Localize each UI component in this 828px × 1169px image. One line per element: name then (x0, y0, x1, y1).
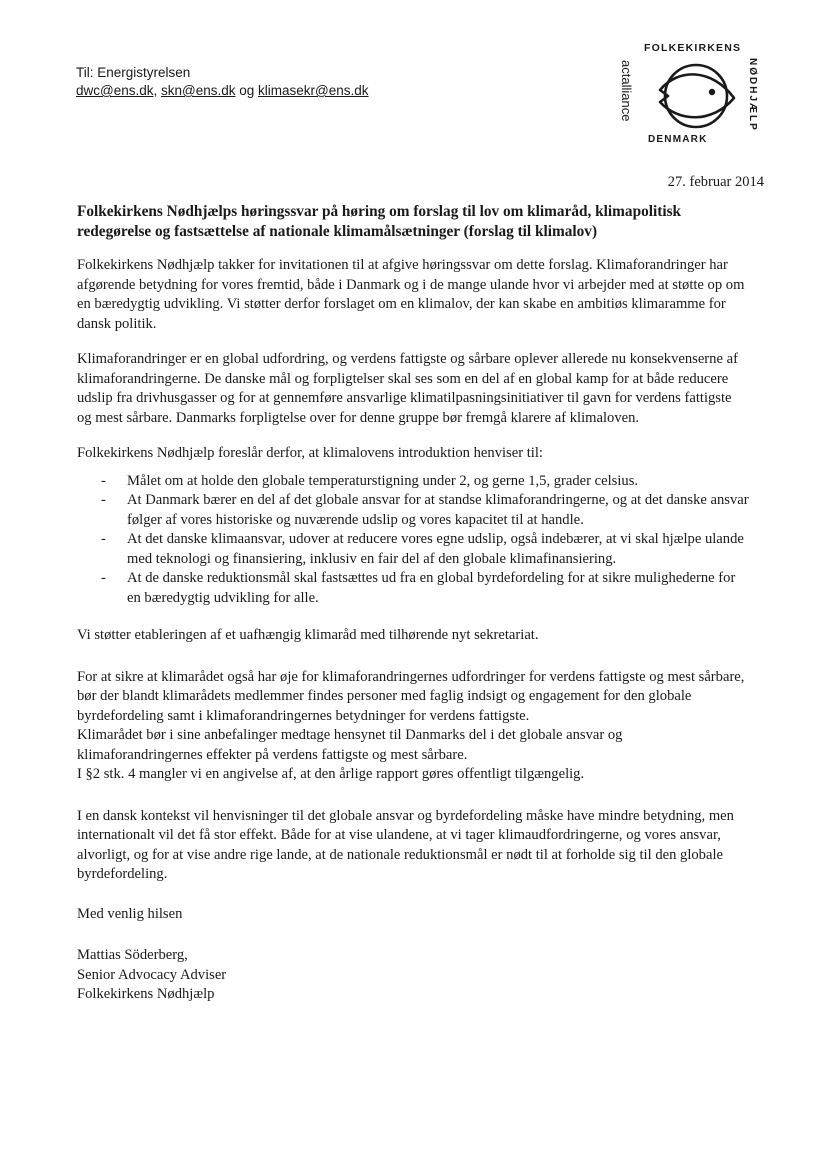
organization-logo (618, 38, 758, 150)
fish-in-circle-logo-icon (652, 60, 740, 132)
paragraph-council-members: For at sikre at klimarådet også har øje for klimaforandringernes udfordringer for verdens fattigste og mest sårbare, bør der blandt klimarådets medlemmer findes personer med faglig indsigt og engagement for den globale byrdefordeling samt i klimaforandringernes betydninger for verdens fattigste. (77, 668, 745, 724)
list-item (77, 472, 749, 492)
logo-text-top: FOLKEKIRKENS (644, 42, 742, 54)
bullet-marker: - (101, 472, 106, 489)
signature-organization: Folkekirkens Nødhjælp (77, 986, 215, 1002)
paragraph-support-council: Vi støtter etableringen af et uafhængig klimaråd med tilhørende nyt sekretariat. (77, 627, 539, 643)
logo-text-left: actalliance (619, 60, 634, 122)
recipient-block (76, 64, 369, 100)
signature-block (77, 946, 749, 1005)
list-item (77, 491, 749, 530)
bullet-marker: - (101, 570, 106, 586)
paragraph-council-section (77, 668, 749, 785)
recipient-emails (76, 82, 369, 100)
paragraph-annual-report: I §2 stk. 4 mangler vi en angivelse af, at den årlige rapport gøres offentligt tilgængelig. (77, 766, 585, 782)
email-link-klimasekr[interactable]: klimasekr@ens.dk (258, 83, 369, 98)
paragraph-intro: Folkekirkens Nødhjælp takker for invitationen til at afgive høringssvar om dette forslag. Klimaforandringer har afgørende betydning for vores fremtid, både i Danmark og i de mange ulande hvor vi arbejder med at støtte op om en bæredygtig udvikling. Vi støtter derfor forslaget om en klimalov, der kan skabe en ambitiøs klimaramme for dansk politik. (77, 257, 745, 332)
paragraph-international-effect: I en dansk kontekst vil henvisninger til det globale ansvar og byrdefordeling måske have mindre betydning, men internationalt vil det få stor effekt. Både for at vise ulandene, at vi tager klimaudfordringerne, og vores ansvar, alvorligt, og for at vise andre rige lande, at de nationale reduktionsmål er nødt til at forholde sig til den globale byrdefordeling. (77, 807, 734, 882)
paragraph-global-challenge: Klimaforandringer er en global udfordring, og verdens fattigste og sårbare oplever allerede nu konsekvenserne af klimaforandringerne. De danske mål og forpligtelser skal ses som en del af en global kamp for at både reducere udslip fra drivhusgasser og for at gennemføre ansvarlige klimatilpasningsinitiativer til gavn for verdens fattigste og mest sårbare. Danmarks forpligtelse over for denne gruppe bør fremgå klarere af klimaloven. (77, 351, 738, 426)
letter-date: 27. februar 2014 (667, 174, 764, 190)
email-separator: , (153, 83, 162, 98)
bullet-marker: - (101, 492, 106, 508)
proposal-list (77, 472, 749, 609)
closing-salutation: Med venlig hilsen (77, 905, 183, 922)
letter-title: Folkekirkens Nødhjælps høringssvar på høring om forslag til lov om klimaråd, klimapolitisk redegørelse og fastsættelse af nationale klimamålsætninger (forslag til klimalov) (77, 203, 682, 240)
list-item-text: At Danmark bærer en del af det globale ansvar for at standse klimaforandringerne, og at det danske ansvar følger af vores historiske og nuværende udslip og vores kapacitet til at handle. (127, 492, 749, 528)
list-item-text: At det danske klimaansvar, udover at reducere vores egne udslip, også indebærer, at vi skal hjælpe ulande med teknologi og finansiering, inklusiv en fair del af den globale klimafinansiering. (127, 531, 744, 567)
list-item (77, 530, 749, 569)
logo-text-right: NØDHJÆLP (747, 58, 758, 132)
email-separator: og (235, 83, 259, 98)
logo-text-bottom: DENMARK (648, 134, 708, 145)
signature-name: Mattias Söderberg, (77, 947, 188, 963)
email-link-skn[interactable]: skn@ens.dk (161, 83, 236, 98)
list-item-text: At de danske reduktionsmål skal fastsættes ud fra en global byrdefordeling for at sikre mulighederne for en bæredygtig udvikling for alle. (127, 570, 736, 606)
letter-body (77, 202, 749, 1005)
paragraph-council-recommendations: Klimarådet bør i sine anbefalinger medtage hensynet til Danmarks del i det globale ansvar og klimaforandringernes effekter på verdens fattigste og mest sårbare. (77, 727, 623, 763)
list-item-text: Målet om at holde den globale temperaturstigning under 2, og gerne 1,5, grader celsius. (127, 472, 639, 489)
signature-role: Senior Advocacy Adviser (77, 966, 227, 983)
paragraph-proposal-intro: Folkekirkens Nødhjælp foreslår derfor, at klimalovens introduktion henviser til: (77, 445, 543, 461)
email-link-dwc[interactable]: dwc@ens.dk (76, 83, 154, 98)
list-item (77, 569, 749, 608)
recipient-line: Til: Energistyrelsen (76, 65, 191, 80)
bullet-marker: - (101, 531, 106, 547)
